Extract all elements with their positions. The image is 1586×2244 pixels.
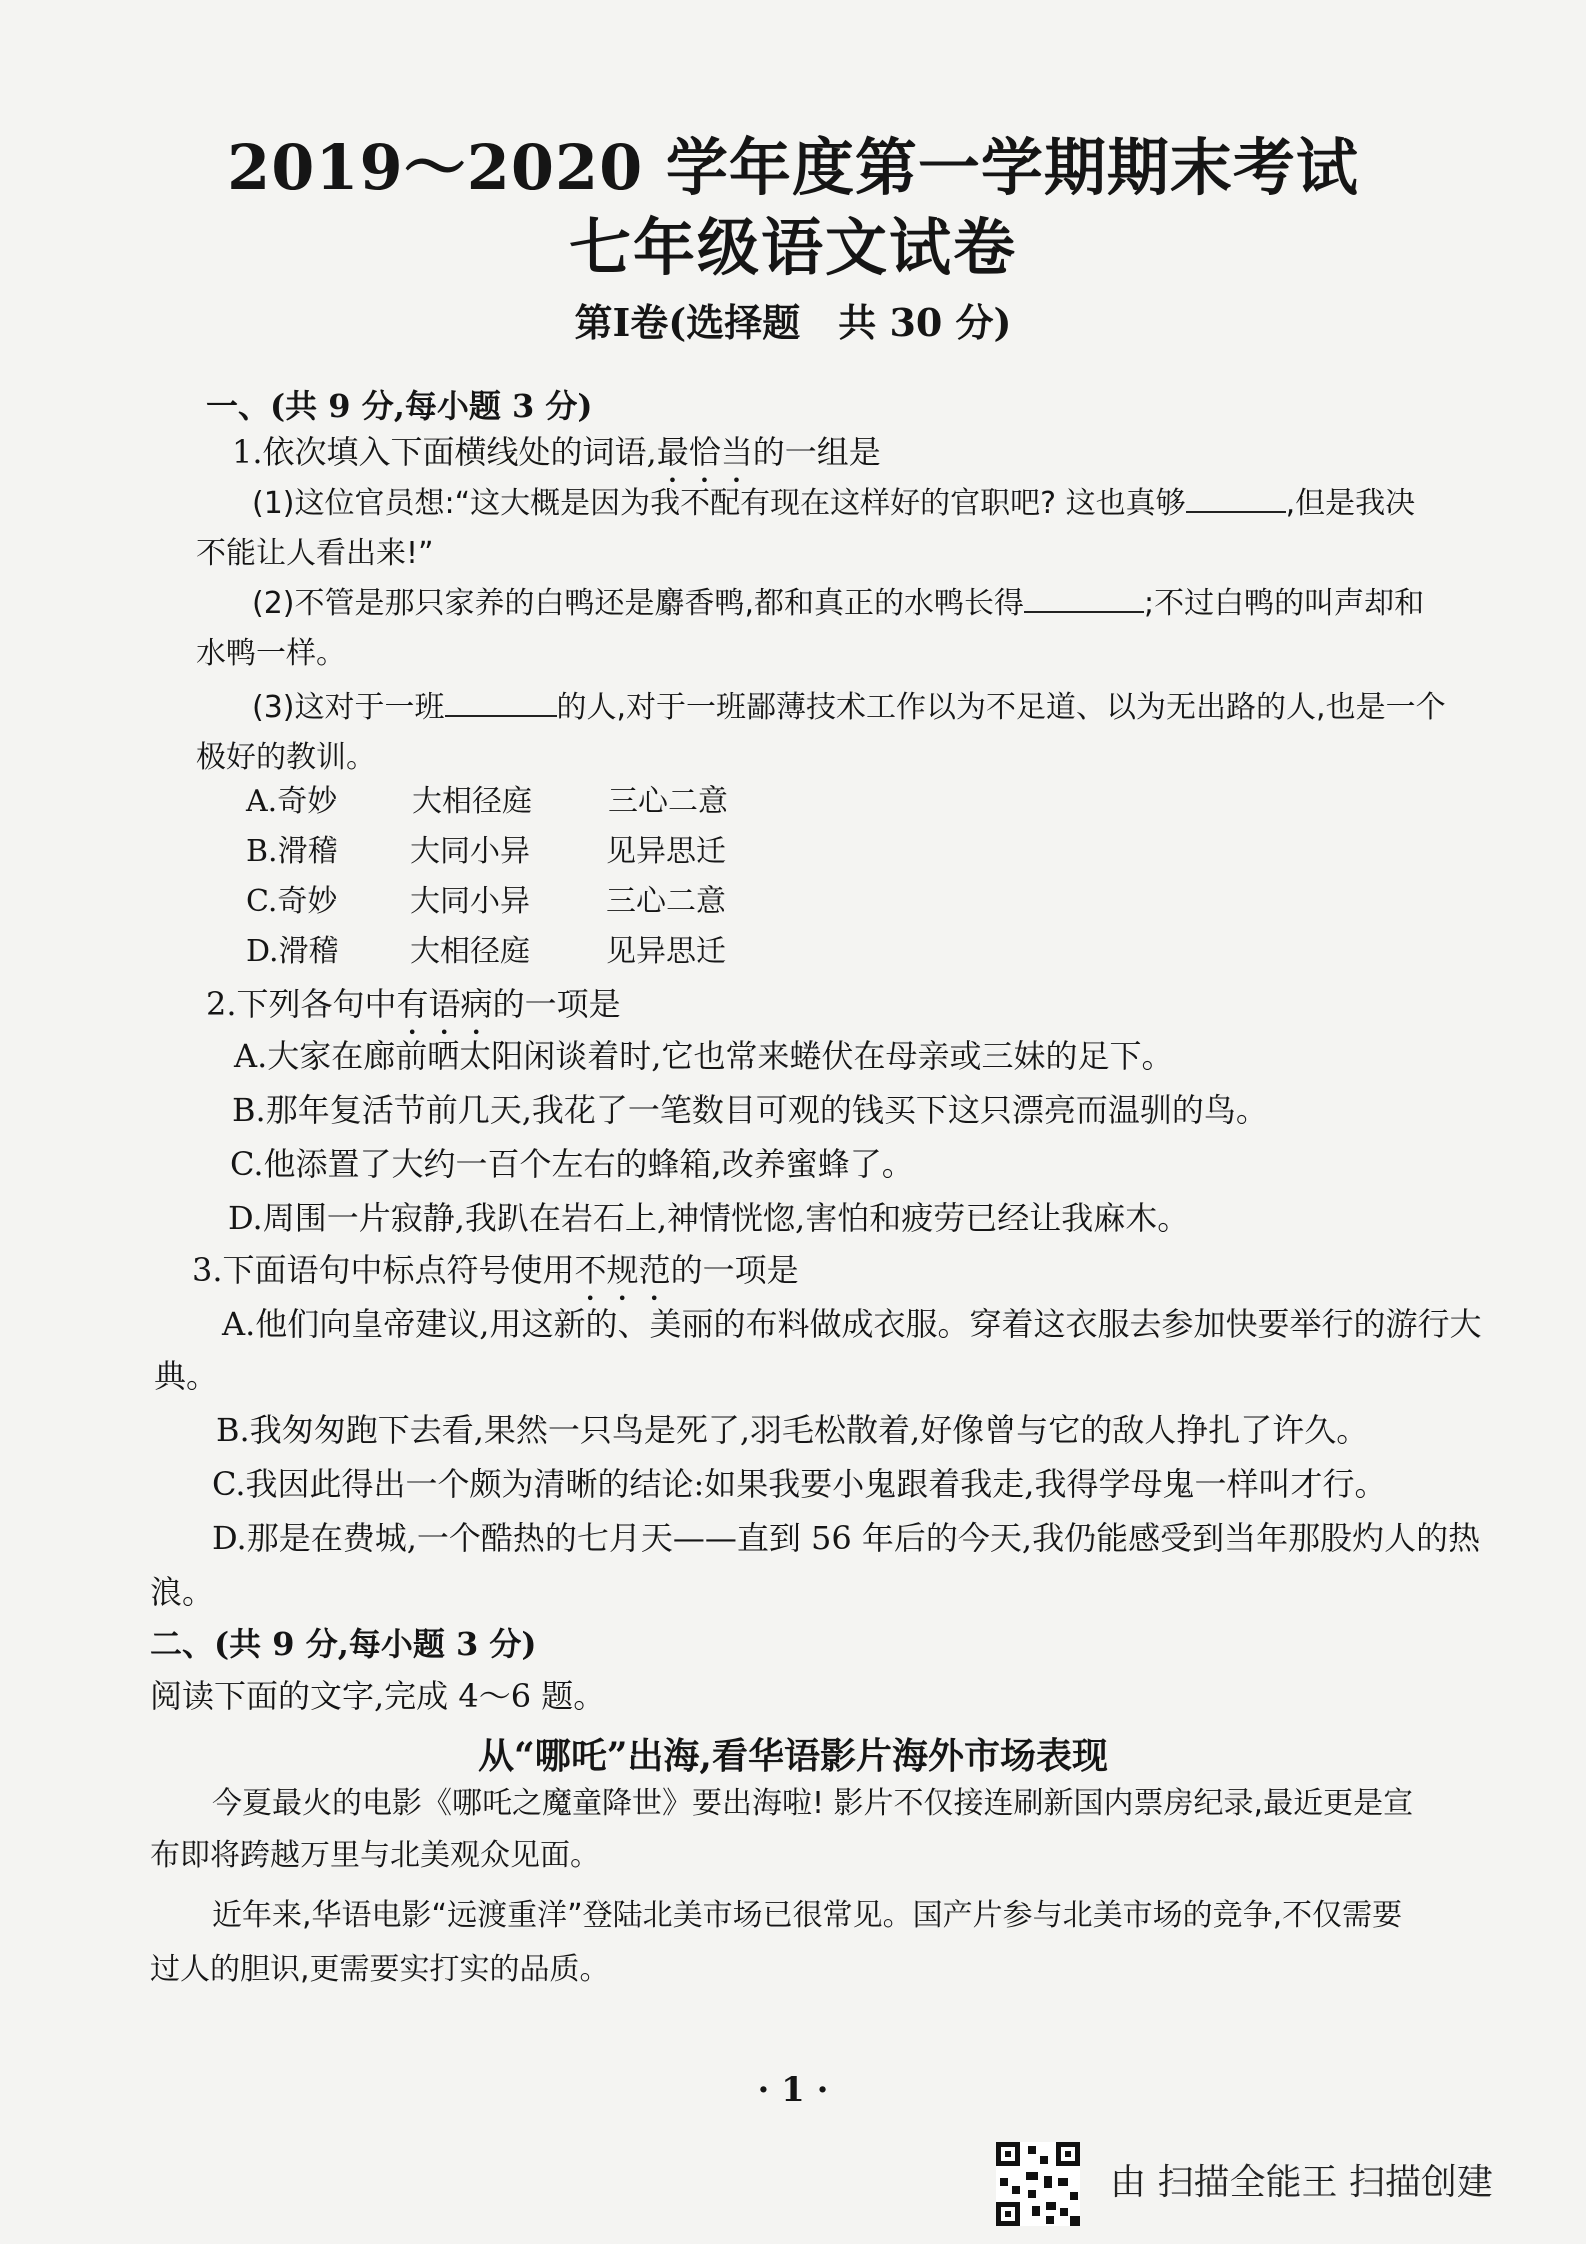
page-number: · 1 · bbox=[757, 2070, 829, 2110]
q3-stem-post: 的一项是 bbox=[670, 1251, 799, 1289]
q3-stem bbox=[192, 1250, 799, 1308]
exam-subtitle: 七年级语文试卷 bbox=[568, 211, 1017, 284]
q2-option-b: B.那年复活节前几天,我花了一笔数目可观的钱买下这只漂亮而温驯的鸟。 bbox=[232, 1091, 1268, 1129]
q1-sentence-2 bbox=[252, 584, 1424, 624]
q1-sentence-3-cont: 极好的教训。 bbox=[196, 740, 376, 775]
q1-s3-text: (3)这对于一班 bbox=[252, 690, 445, 725]
q3-stem-emphasis: 不规范 bbox=[574, 1251, 671, 1289]
q2-option-c: C.他添置了大约一百个左右的蜂箱,改养蜜蜂了。 bbox=[230, 1145, 914, 1183]
q1-stem-pre: 1.依次填入下面横线处的词语, bbox=[232, 433, 657, 471]
q1-option-d-word2: 大相径庭 bbox=[410, 934, 530, 969]
q1-s3-blank bbox=[445, 689, 557, 717]
q1-sentence-3 bbox=[252, 688, 1446, 728]
scanner-watermark: 由 扫描全能王 扫描创建 bbox=[1110, 2162, 1493, 2203]
q3-option-a-cont: 典。 bbox=[154, 1357, 219, 1395]
exam-title: 2019～2020 学年度第一学期期末考试 bbox=[227, 131, 1359, 204]
q1-s2-text: (2)不管是那只家养的白鸭还是麝香鸭,都和真正的水鸭长得 bbox=[252, 586, 1025, 621]
q1-s1-blank bbox=[1186, 485, 1286, 513]
q1-option-b-word2: 大同小异 bbox=[410, 834, 530, 869]
q1-option-d-word1: D.滑稽 bbox=[246, 934, 339, 969]
q1-option-c-word1: C.奇妙 bbox=[246, 884, 338, 919]
q1-stem-post: 的一组是 bbox=[752, 433, 881, 471]
q2-stem-post: 的一项是 bbox=[492, 985, 621, 1023]
passage-paragraph-2: 近年来,华语电影“远渡重洋”登陆北美市场已很常见。国产片参与北美市场的竞争,不仅需要 bbox=[212, 1898, 1403, 1933]
q1-option-a-word1: A.奇妙 bbox=[246, 784, 338, 819]
q1-sentence-1 bbox=[252, 484, 1415, 524]
q3-option-c: C.我因此得出一个颇为清晰的结论:如果我要小鬼跟着我走,我得学母鬼一样叫才行。 bbox=[212, 1465, 1387, 1503]
passage-paragraph-1-cont: 布即将跨越万里与北美观众见面。 bbox=[150, 1838, 600, 1873]
q3-option-d: D.那是在费城,一个酷热的七月天——直到 56 年后的今天,我仍能感受到当年那股灼人的热 bbox=[212, 1519, 1481, 1557]
passage-paragraph-1: 今夏最火的电影《哪吒之魔童降世》要出海啦! 影片不仅接连刷新国内票房纪录,最近更是宣 bbox=[212, 1786, 1414, 1821]
q2-option-d: D.周围一片寂静,我趴在岩石上,神情恍惚,害怕和疲劳已经让我麻木。 bbox=[228, 1199, 1190, 1237]
part1-heading: 一、(共 9 分,每小题 3 分) bbox=[206, 387, 593, 425]
q1-option-d-word3: 见异思迁 bbox=[606, 934, 726, 969]
q1-sentence-1-cont: 不能让人看出来!” bbox=[196, 536, 434, 571]
q3-option-a: A.他们向皇帝建议,用这新的、美丽的布料做成衣服。穿着这衣服去参加快要举行的游行大 bbox=[222, 1305, 1482, 1343]
q1-s1-tail: ,但是我决 bbox=[1285, 486, 1416, 521]
q3-stem-pre: 3.下面语句中标点符号使用 bbox=[192, 1251, 575, 1289]
q3-option-d-cont: 浪。 bbox=[150, 1573, 215, 1611]
passage-title: 从“哪吒”出海,看华语影片海外市场表现 bbox=[478, 1735, 1108, 1777]
q1-s2-blank bbox=[1024, 585, 1144, 613]
q3-option-b: B.我匆匆跑下去看,果然一只鸟是死了,羽毛松散着,好像曾与它的敌人挣扎了许久。 bbox=[216, 1411, 1369, 1449]
q1-option-a-word2: 大相径庭 bbox=[412, 784, 532, 819]
q1-option-b-word1: B.滑稽 bbox=[246, 834, 338, 869]
qr-code-icon bbox=[996, 2142, 1080, 2226]
q2-stem-pre: 2.下列各句中 bbox=[206, 985, 397, 1023]
section-title: 第Ⅰ卷(选择题 共 30 分) bbox=[574, 300, 1012, 345]
q1-option-c-word2: 大同小异 bbox=[410, 884, 530, 919]
q2-option-a: A.大家在廊前晒太阳闲谈着时,它也常来蜷伏在母亲或三妹的足下。 bbox=[234, 1037, 1174, 1075]
q1-stem-emphasis: 最恰当 bbox=[656, 433, 753, 471]
q1-stem bbox=[232, 432, 881, 490]
passage-paragraph-2-cont: 过人的胆识,更需要实打实的品质。 bbox=[150, 1952, 610, 1987]
part2-instruction: 阅读下面的文字,完成 4～6 题。 bbox=[150, 1677, 606, 1715]
part2-heading: 二、(共 9 分,每小题 3 分) bbox=[150, 1625, 537, 1663]
q2-stem bbox=[206, 984, 621, 1042]
q1-sentence-2-cont: 水鸭一样。 bbox=[196, 636, 346, 671]
q1-s2-tail: ;不过白鸭的叫声却和 bbox=[1144, 586, 1425, 621]
q2-stem-emphasis: 有语病 bbox=[396, 985, 493, 1023]
q1-option-b-word3: 见异思迁 bbox=[606, 834, 726, 869]
q1-option-a-word3: 三心二意 bbox=[608, 784, 728, 819]
q1-option-c-word3: 三心二意 bbox=[606, 884, 726, 919]
q1-s3-tail: 的人,对于一班鄙薄技术工作以为不足道、以为无出路的人,也是一个 bbox=[556, 690, 1446, 725]
q1-s1-text: (1)这位官员想:“这大概是因为我不配有现在这样好的官职吧? 这也真够 bbox=[252, 486, 1186, 521]
